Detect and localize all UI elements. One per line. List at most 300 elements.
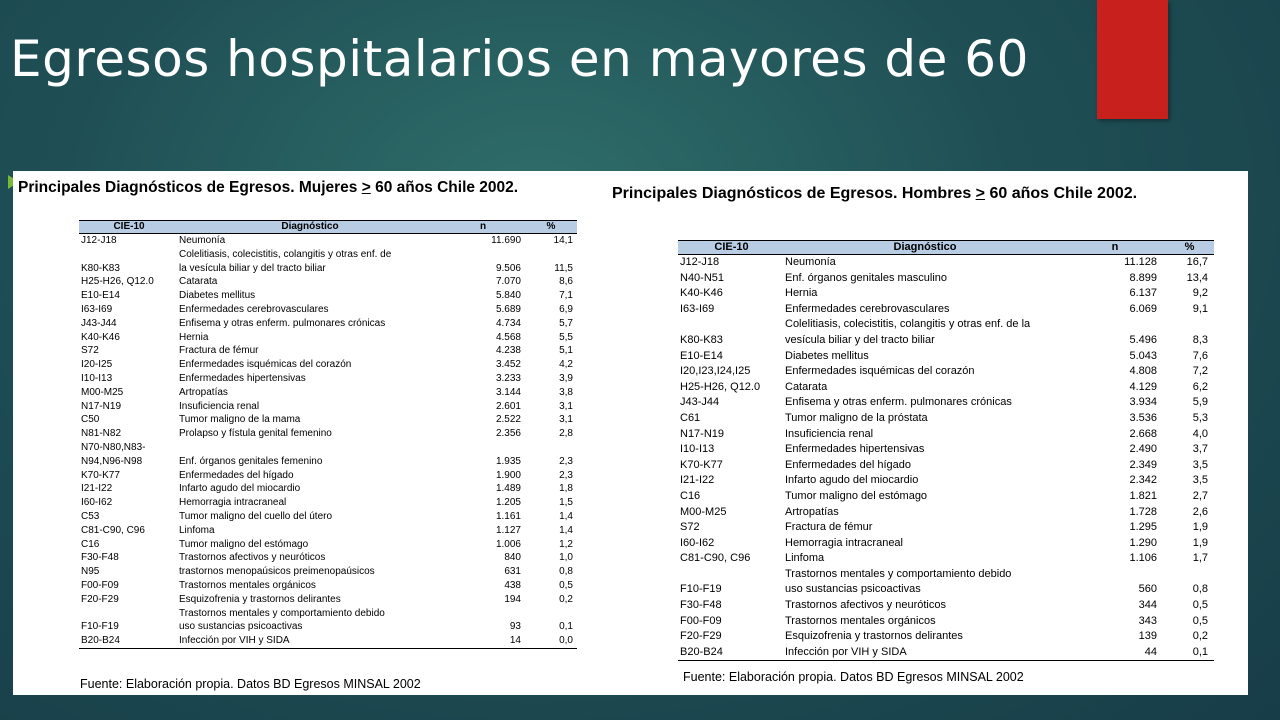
cell-code: C81-C90, C96 bbox=[81, 524, 145, 536]
cell-count: 1.295 bbox=[1129, 521, 1157, 534]
table-row bbox=[678, 551, 1214, 567]
cell-percent: 1,2 bbox=[559, 538, 573, 550]
table-row bbox=[678, 458, 1214, 474]
red-accent-tab bbox=[1097, 0, 1168, 119]
cell-diagnosis: Diabetes mellitus bbox=[179, 290, 256, 302]
cell-count: 1.205 bbox=[495, 497, 521, 509]
cell-count: 1.161 bbox=[495, 510, 521, 522]
cell-diagnosis: Enfermedades isquémicas del corazón bbox=[785, 365, 975, 378]
cell-percent: 0,8 bbox=[1192, 583, 1208, 596]
table-row bbox=[79, 496, 577, 510]
cell-diagnosis: Enfermedades isquémicas del corazón bbox=[179, 359, 352, 371]
cell-code: F30-F48 bbox=[680, 599, 722, 612]
cell-diagnosis: vesícula biliar y del tracto biliar bbox=[785, 333, 935, 346]
table-row bbox=[678, 598, 1214, 614]
cell-code: K40-K46 bbox=[81, 331, 120, 343]
women-source-note: Fuente: Elaboración propia. Datos BD Egresos MINSAL 2002 bbox=[80, 677, 421, 691]
table-row bbox=[79, 524, 577, 538]
cell-count: 6.137 bbox=[1129, 287, 1157, 300]
table-row bbox=[79, 620, 577, 634]
cell-count: 1.290 bbox=[1129, 536, 1157, 549]
cell-code: J12-J18 bbox=[81, 235, 117, 246]
slide-title: Egresos hospitalarios en mayores de 60 bbox=[10, 30, 1029, 88]
table-row bbox=[678, 505, 1214, 521]
women-diagnosis-table bbox=[79, 220, 577, 649]
cell-code: I63-I69 bbox=[81, 303, 113, 315]
cell-percent: 7,2 bbox=[1192, 365, 1208, 378]
cell-percent: 0,2 bbox=[1192, 630, 1208, 643]
cell-diagnosis: Enfisema y otras enferm. pulmonares crónicas bbox=[785, 396, 1012, 409]
cell-diagnosis: Hemorragia intracraneal bbox=[785, 536, 903, 549]
cell-percent bbox=[525, 607, 577, 621]
cell-diagnosis: Catarata bbox=[179, 276, 218, 288]
cell-count: 343 bbox=[1138, 614, 1157, 627]
men-diagnosis-table bbox=[678, 240, 1214, 661]
cell-count: 2.349 bbox=[1129, 458, 1157, 471]
table-row bbox=[79, 344, 577, 358]
cell-count: 840 bbox=[504, 552, 521, 564]
cell-code: N40-N51 bbox=[680, 271, 725, 284]
cell-code: C61 bbox=[680, 411, 701, 424]
table-row bbox=[79, 579, 577, 593]
cell-percent: 4,2 bbox=[559, 359, 573, 371]
table-row bbox=[678, 302, 1214, 318]
men-table-panel bbox=[606, 171, 1248, 695]
cell-percent: 5,3 bbox=[1192, 411, 1208, 424]
cell-code: N95 bbox=[81, 566, 100, 578]
cell-count bbox=[1065, 567, 1165, 583]
cell-percent: 3,9 bbox=[559, 372, 573, 384]
cell-diagnosis: Infección por VIH y SIDA bbox=[785, 645, 1065, 661]
cell-count: 5.840 bbox=[495, 290, 521, 302]
table-row bbox=[79, 372, 577, 386]
cell-code: I60-I62 bbox=[680, 536, 715, 549]
cell-diagnosis: Enfermedades cerebrovasculares bbox=[179, 303, 329, 315]
table-row bbox=[79, 441, 577, 455]
cell-percent: 3,5 bbox=[1192, 474, 1208, 487]
cell-code: K70-K77 bbox=[81, 469, 120, 481]
cell-count: 2.490 bbox=[1129, 443, 1157, 456]
cell-count: 1.489 bbox=[495, 483, 521, 495]
cell-percent: 8,3 bbox=[1192, 333, 1208, 346]
cell-code: K70-K77 bbox=[680, 458, 723, 471]
cell-percent: 2,6 bbox=[1192, 505, 1208, 518]
table-row bbox=[678, 567, 1214, 583]
cell-percent: 5,7 bbox=[559, 317, 573, 329]
table-row bbox=[678, 380, 1214, 396]
cell-percent: 2,7 bbox=[1192, 489, 1208, 502]
cell-diagnosis: Enfermedades del hígado bbox=[785, 458, 911, 471]
cell-count: 9.506 bbox=[495, 262, 521, 274]
cell-diagnosis: Enf. órganos genitales femenino bbox=[179, 455, 323, 467]
cell-count: 3.233 bbox=[495, 372, 521, 384]
cell-diagnosis: Prolapso y fístula genital femenino bbox=[179, 428, 332, 440]
cell-count: 2.668 bbox=[1129, 427, 1157, 440]
table-row bbox=[678, 645, 1214, 661]
cell-percent: 3,7 bbox=[1192, 443, 1208, 456]
cell-count: 1.006 bbox=[495, 538, 521, 550]
cell-diagnosis: la vesícula biliar y del tracto biliar bbox=[179, 262, 326, 274]
cell-code: M00-M25 bbox=[81, 386, 124, 398]
women-heading-symbol: > bbox=[361, 179, 371, 196]
cell-code: K80-K83 bbox=[680, 333, 723, 346]
cell-percent: 3,8 bbox=[559, 386, 573, 398]
cell-code: S72 bbox=[81, 345, 99, 357]
table-header-row bbox=[79, 221, 577, 234]
table-row bbox=[678, 427, 1214, 443]
table-row bbox=[678, 255, 1214, 271]
cell-count: 2.356 bbox=[495, 428, 521, 440]
table-row bbox=[79, 427, 577, 441]
cell-diagnosis: trastornos menopaúsicos preimenopaúsicos bbox=[179, 566, 375, 578]
cell-percent: 2,3 bbox=[559, 469, 573, 481]
men-heading-text: Principales Diagnósticos de Egresos. Hombres bbox=[612, 185, 976, 202]
cell-count: 3.452 bbox=[495, 359, 521, 371]
cell-count: 4.238 bbox=[495, 345, 521, 357]
cell-percent: 0,1 bbox=[559, 621, 573, 633]
cell-count: 1.935 bbox=[495, 455, 521, 467]
table-row bbox=[678, 629, 1214, 645]
table-row bbox=[678, 442, 1214, 458]
column-header-code: CIE-10 bbox=[678, 241, 785, 255]
cell-count: 438 bbox=[504, 579, 521, 591]
cell-diagnosis: Colelitiasis, colecistitis, colangitis y otras enf. de bbox=[179, 248, 392, 260]
cell-count: 6.069 bbox=[1129, 302, 1157, 315]
cell-diagnosis: Trastornos afectivos y neuróticos bbox=[179, 552, 326, 564]
cell-count: 44 bbox=[1065, 645, 1165, 661]
cell-diagnosis: Infección por VIH y SIDA bbox=[179, 634, 441, 648]
cell-percent: 1,9 bbox=[1192, 536, 1208, 549]
cell-count: 7.070 bbox=[495, 276, 521, 288]
cell-diagnosis: Trastornos afectivos y neuróticos bbox=[785, 599, 946, 612]
cell-code: I10-I13 bbox=[81, 372, 113, 384]
cell-code bbox=[678, 317, 785, 333]
cell-count: 1.127 bbox=[495, 524, 521, 536]
table-row bbox=[79, 469, 577, 483]
table-row bbox=[678, 489, 1214, 505]
cell-diagnosis: Trastornos mentales orgánicos bbox=[179, 579, 316, 591]
column-header-n: n bbox=[1065, 241, 1165, 255]
cell-diagnosis: Linfoma bbox=[785, 552, 825, 565]
cell-code: B20-B24 bbox=[678, 645, 785, 661]
cell-percent: 7,6 bbox=[1192, 349, 1208, 362]
cell-code: H25-H26, Q12.0 bbox=[680, 380, 761, 393]
cell-percent: 9,1 bbox=[1192, 302, 1208, 315]
cell-diagnosis: Trastornos mentales y comportamiento debido bbox=[179, 607, 385, 619]
cell-count: 139 bbox=[1138, 630, 1157, 643]
cell-percent: 0,5 bbox=[1192, 614, 1208, 627]
cell-code: N70-N80,N83- bbox=[81, 441, 146, 453]
men-heading-symbol: > bbox=[975, 185, 986, 202]
cell-count: 194 bbox=[504, 593, 521, 605]
cell-diagnosis: Tumor maligno del estómago bbox=[179, 538, 309, 550]
cell-code: I10-I13 bbox=[680, 443, 715, 456]
cell-diagnosis: Enfisema y otras enferm. pulmonares crónicas bbox=[179, 317, 386, 329]
cell-diagnosis: Infarto agudo del miocardio bbox=[785, 474, 919, 487]
cell-code: N17-N19 bbox=[680, 427, 725, 440]
table-row bbox=[79, 275, 577, 289]
cell-code: I63-I69 bbox=[680, 302, 715, 315]
cell-percent: 13,4 bbox=[1186, 271, 1208, 284]
cell-count: 93 bbox=[509, 621, 521, 633]
cell-count: 2.601 bbox=[495, 400, 521, 412]
table-row bbox=[79, 303, 577, 317]
table-row bbox=[79, 386, 577, 400]
cell-percent: 1,0 bbox=[559, 552, 573, 564]
table-row bbox=[79, 565, 577, 579]
cell-count bbox=[441, 441, 525, 455]
table-row bbox=[79, 234, 577, 248]
cell-percent: 16,7 bbox=[1186, 256, 1208, 268]
cell-percent: 3,1 bbox=[559, 400, 573, 412]
cell-code: N17-N19 bbox=[81, 400, 122, 412]
table-row bbox=[678, 286, 1214, 302]
table-row bbox=[79, 358, 577, 372]
men-heading-year: 60 años Chile 2002. bbox=[985, 185, 1138, 202]
table-row bbox=[678, 271, 1214, 287]
cell-code: I21-I22 bbox=[81, 483, 113, 495]
cell-diagnosis: Fractura de fémur bbox=[785, 521, 873, 534]
cell-diagnosis: Trastornos mentales orgánicos bbox=[785, 614, 936, 627]
cell-code: J43-J44 bbox=[81, 317, 117, 329]
men-source-note: Fuente: Elaboración propia. Datos BD Egresos MINSAL 2002 bbox=[683, 670, 1024, 684]
cell-count: 3.536 bbox=[1129, 411, 1157, 424]
table-header-row bbox=[678, 241, 1214, 255]
cell-percent: 0,1 bbox=[1165, 645, 1214, 661]
cell-code: I20-I25 bbox=[81, 359, 113, 371]
cell-code: K80-K83 bbox=[81, 262, 120, 274]
cell-count: 11.128 bbox=[1124, 256, 1157, 268]
cell-percent: 0,2 bbox=[559, 593, 573, 605]
women-heading-year: 60 años Chile 2002. bbox=[370, 179, 519, 196]
cell-diagnosis bbox=[179, 441, 441, 455]
cell-percent bbox=[1165, 317, 1214, 333]
cell-diagnosis: Enf. órganos genitales masculino bbox=[785, 271, 948, 284]
table-row bbox=[79, 482, 577, 496]
cell-code: I20,I23,I24,I25 bbox=[680, 365, 751, 378]
cell-code: C81-C90, C96 bbox=[680, 552, 751, 565]
cell-diagnosis: Tumor maligno de la mama bbox=[179, 414, 301, 426]
cell-count bbox=[1065, 317, 1165, 333]
cell-percent: 3,1 bbox=[559, 414, 573, 426]
cell-diagnosis: Artropatías bbox=[179, 386, 228, 398]
table-row bbox=[678, 395, 1214, 411]
cell-percent: 5,5 bbox=[559, 331, 573, 343]
cell-count: 11.690 bbox=[491, 235, 521, 246]
cell-percent bbox=[1165, 567, 1214, 583]
cell-percent: 0,5 bbox=[559, 579, 573, 591]
cell-percent: 1,9 bbox=[1192, 521, 1208, 534]
cell-diagnosis: Hernia bbox=[179, 331, 209, 343]
cell-code: K40-K46 bbox=[680, 287, 723, 300]
table-row bbox=[678, 520, 1214, 536]
cell-count: 631 bbox=[504, 566, 521, 578]
women-table-heading bbox=[18, 179, 518, 197]
cell-percent: 5,1 bbox=[559, 345, 573, 357]
table-row bbox=[79, 248, 577, 262]
column-header-diagnosis: Diagnóstico bbox=[785, 241, 1065, 255]
table-row bbox=[79, 413, 577, 427]
cell-code: F10-F19 bbox=[81, 621, 119, 633]
cell-diagnosis: Neumonía bbox=[179, 235, 226, 246]
cell-diagnosis: Infarto agudo del miocardio bbox=[179, 483, 301, 495]
cell-diagnosis: Insuficiencia renal bbox=[785, 427, 874, 440]
cell-code: C53 bbox=[81, 510, 100, 522]
table-row bbox=[79, 317, 577, 331]
cell-code: C16 bbox=[81, 538, 100, 550]
cell-count: 4.808 bbox=[1129, 365, 1157, 378]
cell-percent: 4,0 bbox=[1192, 427, 1208, 440]
table-row bbox=[79, 262, 577, 276]
cell-diagnosis: Diabetes mellitus bbox=[785, 349, 869, 362]
cell-code bbox=[79, 248, 179, 262]
cell-percent: 3,5 bbox=[1192, 458, 1208, 471]
cell-count: 1.900 bbox=[495, 469, 521, 481]
cell-count: 3.144 bbox=[495, 386, 521, 398]
women-table-panel bbox=[13, 171, 606, 695]
cell-diagnosis: Esquizofrenia y trastornos delirantes bbox=[785, 630, 963, 643]
cell-percent: 14,1 bbox=[553, 235, 573, 246]
cell-code: S72 bbox=[680, 521, 700, 534]
cell-diagnosis: Fractura de fémur bbox=[179, 345, 259, 357]
table-row bbox=[678, 473, 1214, 489]
table-row bbox=[79, 400, 577, 414]
cell-code bbox=[678, 567, 785, 583]
cell-percent: 1,8 bbox=[559, 483, 573, 495]
cell-count: 14 bbox=[441, 634, 525, 648]
cell-percent: 1,5 bbox=[559, 497, 573, 509]
cell-code: H25-H26, Q12.0 bbox=[81, 276, 154, 288]
cell-count: 344 bbox=[1138, 599, 1157, 612]
cell-count: 8.899 bbox=[1129, 271, 1157, 284]
cell-count: 5.496 bbox=[1129, 333, 1157, 346]
cell-code: F20-F29 bbox=[680, 630, 722, 643]
table-row bbox=[678, 333, 1214, 349]
column-header-code: CIE-10 bbox=[79, 221, 179, 234]
cell-diagnosis: Enfermedades cerebrovasculares bbox=[785, 302, 950, 315]
women-heading-text: Principales Diagnósticos de Egresos. Mujeres bbox=[18, 179, 362, 196]
cell-percent bbox=[525, 248, 577, 262]
table-row bbox=[79, 634, 577, 648]
cell-diagnosis: Enfermedades hipertensivas bbox=[179, 372, 306, 384]
cell-diagnosis: Esquizofrenia y trastornos delirantes bbox=[179, 593, 341, 605]
table-row bbox=[79, 331, 577, 345]
cell-count: 560 bbox=[1138, 583, 1157, 596]
cell-code: C50 bbox=[81, 414, 100, 426]
table-row bbox=[678, 317, 1214, 333]
cell-percent: 11,5 bbox=[554, 262, 573, 274]
table-row bbox=[678, 364, 1214, 380]
cell-code: J43-J44 bbox=[680, 396, 720, 409]
cell-diagnosis: Colelitiasis, colecistitis, colangitis y otras enf. de la bbox=[785, 318, 1031, 331]
cell-diagnosis: Trastornos mentales y comportamiento debido bbox=[785, 567, 1012, 580]
cell-diagnosis: uso sustancias psicoactivas bbox=[785, 583, 921, 596]
table-row bbox=[79, 510, 577, 524]
cell-code: E10-E14 bbox=[81, 290, 120, 302]
cell-count: 1.106 bbox=[1129, 552, 1157, 565]
cell-percent: 9,2 bbox=[1192, 287, 1208, 300]
cell-code: J12-J18 bbox=[680, 256, 720, 268]
cell-percent: 2,3 bbox=[559, 455, 573, 467]
cell-count: 1.728 bbox=[1129, 505, 1157, 518]
cell-percent: 1,7 bbox=[1192, 552, 1208, 565]
cell-count: 4.568 bbox=[495, 331, 521, 343]
cell-count: 4.734 bbox=[495, 317, 521, 329]
cell-code bbox=[79, 607, 179, 621]
cell-diagnosis: Catarata bbox=[785, 380, 828, 393]
cell-percent: 1,4 bbox=[559, 524, 573, 536]
cell-percent: 6,9 bbox=[559, 303, 573, 315]
cell-code: M00-M25 bbox=[680, 505, 727, 518]
cell-percent bbox=[525, 441, 577, 455]
table-row bbox=[678, 536, 1214, 552]
cell-diagnosis: Insuficiencia renal bbox=[179, 400, 260, 412]
cell-diagnosis: Hemorragia intracraneal bbox=[179, 497, 287, 509]
table-row bbox=[79, 607, 577, 621]
cell-diagnosis: Enfermedades del hígado bbox=[179, 469, 294, 481]
cell-diagnosis: uso sustancias psicoactivas bbox=[179, 621, 303, 633]
cell-percent: 6,2 bbox=[1192, 380, 1208, 393]
cell-code: F00-F09 bbox=[81, 579, 119, 591]
cell-diagnosis: Hernia bbox=[785, 287, 818, 300]
table-row bbox=[79, 455, 577, 469]
table-row bbox=[79, 538, 577, 552]
cell-count: 5.689 bbox=[495, 303, 521, 315]
cell-diagnosis: Artropatías bbox=[785, 505, 839, 518]
cell-count: 3.934 bbox=[1129, 396, 1157, 409]
table-row bbox=[678, 411, 1214, 427]
cell-diagnosis: Linfoma bbox=[179, 524, 215, 536]
cell-diagnosis: Tumor maligno del cuello del útero bbox=[179, 510, 333, 522]
cell-percent: 7,1 bbox=[559, 290, 573, 302]
column-header-n: n bbox=[441, 221, 525, 234]
cell-percent: 0,8 bbox=[559, 566, 573, 578]
cell-code: F20-F29 bbox=[81, 593, 119, 605]
cell-code: B20-B24 bbox=[79, 634, 179, 648]
cell-percent: 2,8 bbox=[559, 428, 573, 440]
cell-count: 1.821 bbox=[1129, 489, 1157, 502]
cell-diagnosis: Neumonía bbox=[785, 256, 836, 268]
men-table-heading bbox=[612, 185, 1137, 203]
cell-count: 5.043 bbox=[1129, 349, 1157, 362]
cell-code: N94,N96-N98 bbox=[81, 455, 143, 467]
table-row bbox=[79, 551, 577, 565]
cell-count bbox=[441, 248, 525, 262]
cell-diagnosis: Tumor maligno del estómago bbox=[785, 489, 928, 502]
cell-diagnosis: Tumor maligno de la próstata bbox=[785, 411, 928, 424]
cell-code: I21-I22 bbox=[680, 474, 715, 487]
cell-code: F30-F48 bbox=[81, 552, 119, 564]
cell-count: 4.129 bbox=[1129, 380, 1157, 393]
table-row bbox=[79, 593, 577, 607]
cell-code: I60-I62 bbox=[81, 497, 113, 509]
cell-code: F10-F19 bbox=[680, 583, 722, 596]
cell-count bbox=[441, 607, 525, 621]
table-row bbox=[678, 349, 1214, 365]
cell-percent: 1,4 bbox=[559, 510, 573, 522]
cell-diagnosis: Enfermedades hipertensivas bbox=[785, 443, 925, 456]
cell-count: 2.342 bbox=[1129, 474, 1157, 487]
table-row bbox=[79, 289, 577, 303]
cell-percent: 0,5 bbox=[1192, 599, 1208, 612]
cell-percent: 5,9 bbox=[1192, 396, 1208, 409]
table-row bbox=[678, 582, 1214, 598]
column-header-diagnosis: Diagnóstico bbox=[179, 221, 441, 234]
column-header-percent: % bbox=[1165, 241, 1214, 255]
cell-code: F00-F09 bbox=[680, 614, 722, 627]
cell-count: 2.522 bbox=[495, 414, 521, 426]
cell-percent: 0,0 bbox=[525, 634, 577, 648]
